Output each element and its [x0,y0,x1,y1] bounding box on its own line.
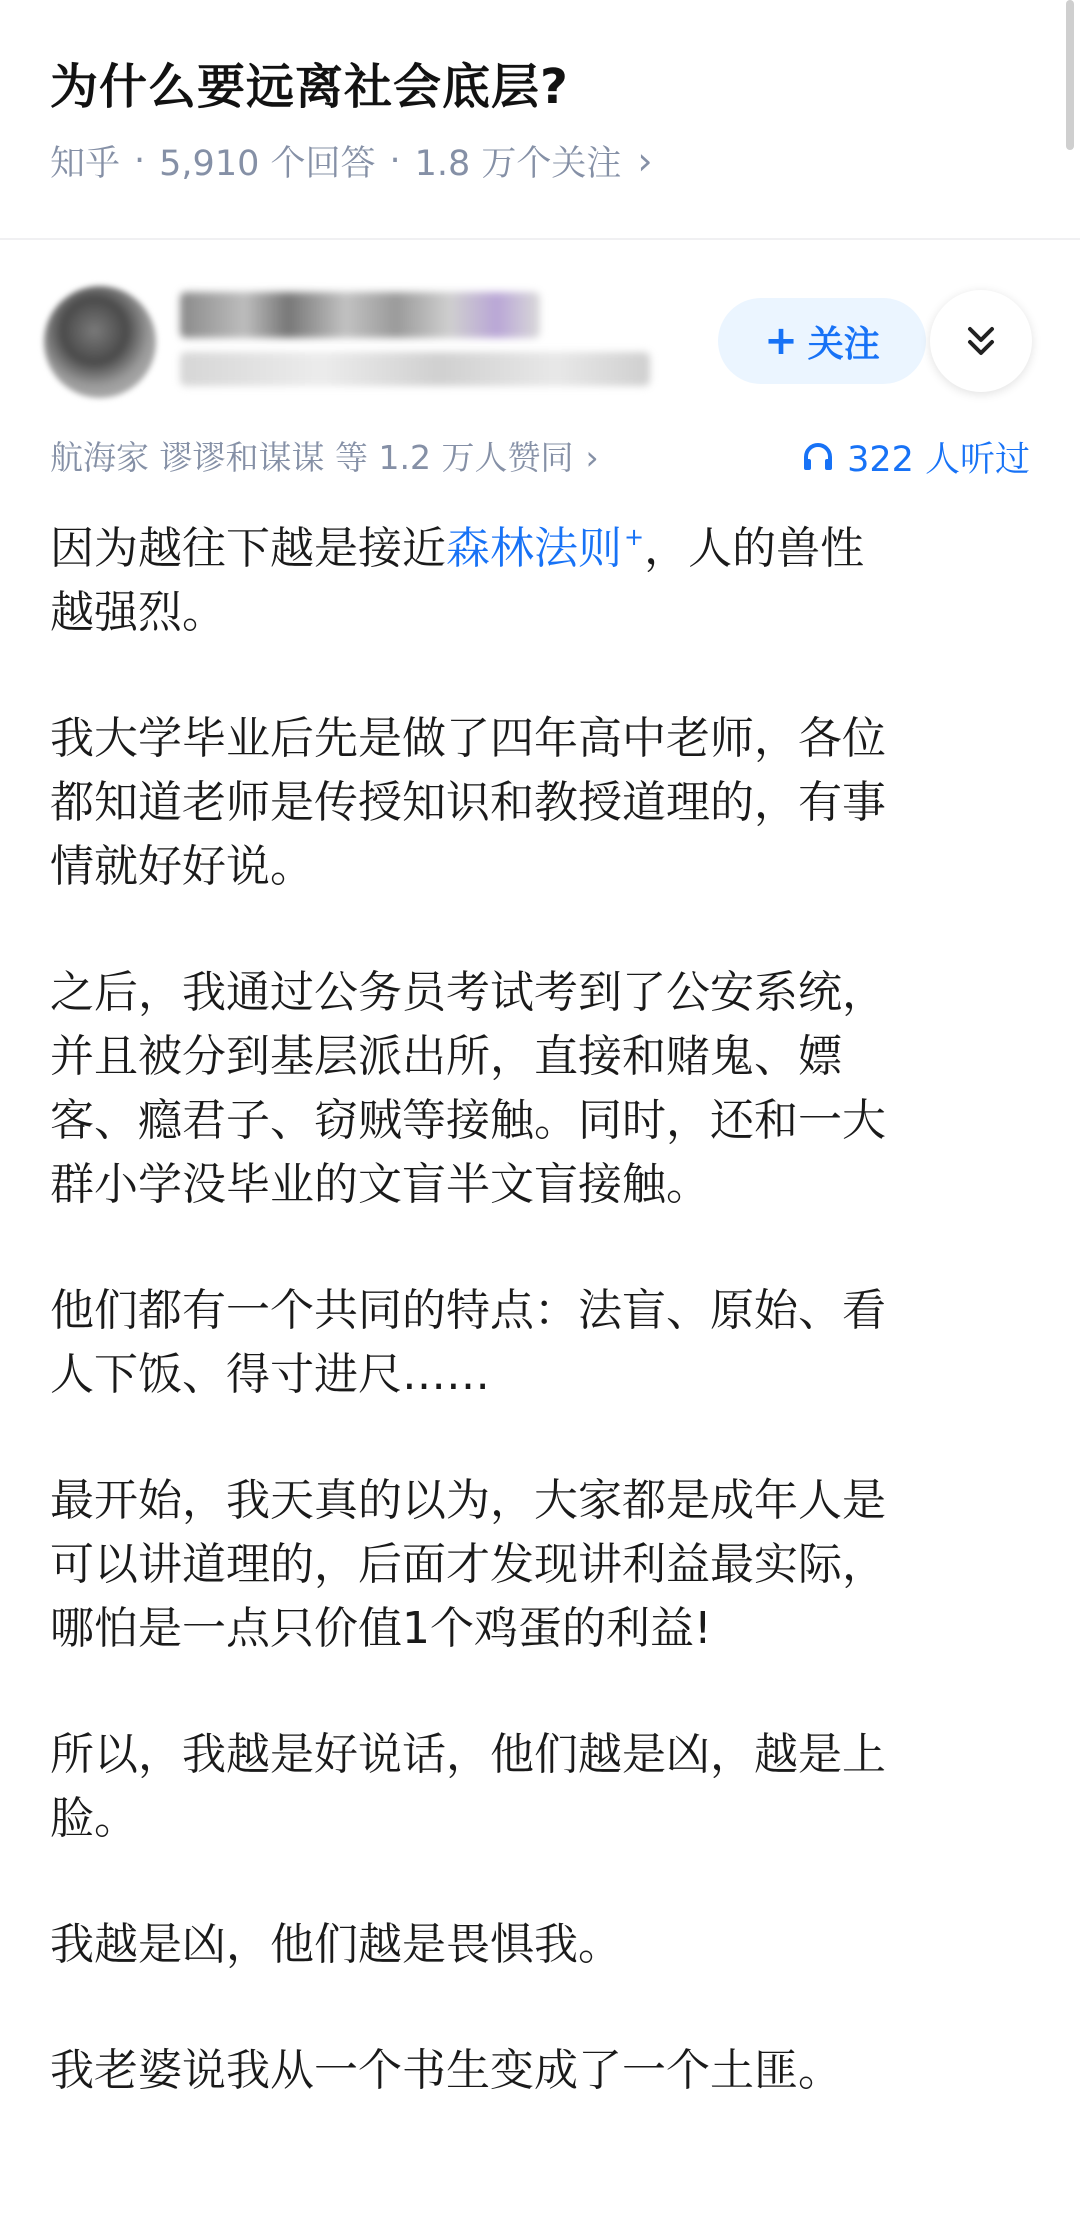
topic-link[interactable] [446,523,644,574]
author-row [0,270,1080,410]
question-title[interactable]: 为什么要远离社会底层? [50,59,569,115]
listen-count-text: 322 人听过 [847,440,1030,480]
text-line: 之后，我通过公务员考试考到了公安系统， [50,967,886,1018]
endorsement-text: 航海家 谬谬和谋谋 等 1.2 万人赞同 [50,438,574,477]
source-label: 知乎 [50,144,121,184]
text-line: 我越是凶，他们越是畏惧我。 [50,1919,622,1970]
link-mark: + [624,523,645,551]
follow-label: 关注 [807,323,880,365]
separator-dot: · [389,141,401,181]
topic-link-label: 森林法则 [446,523,622,574]
answer-count: 5,910 个回答 [159,144,376,184]
text-line: 客、瘾君子、窃贼等接触。同时，还和一大 [50,1095,886,1146]
question-meta[interactable] [50,136,653,186]
paragraph [50,1913,1040,1977]
text-line: 所以，我越是好说话，他们越是凶，越是上 [50,1729,886,1780]
follower-count: 1.8 万个关注 [414,144,622,184]
text-line [50,505,1040,581]
text-line: 群小学没毕业的文盲半文盲接触。 [50,1159,710,1210]
text-line: 最开始，我天真的以为，大家都是成年人是 [50,1475,886,1526]
text-line: 我大学毕业后先是做了四年高中老师，各位 [50,713,886,764]
paragraph [50,2039,1040,2103]
chevron-double-down-icon [961,321,1001,361]
scrollbar[interactable] [1066,0,1074,150]
text-line: 哪怕是一点只价值1个鸡蛋的利益! [50,1603,712,1654]
text-line: 他们都有一个共同的特点：法盲、原始、看 [50,1285,886,1336]
endorsement-summary[interactable] [50,432,599,479]
follow-button[interactable] [718,298,926,384]
separator-dot: · [134,141,146,181]
chevron-right-icon: › [585,438,599,477]
paragraph [50,1723,1040,1851]
text-fragment: ，人的兽性 [644,523,865,574]
text-line: 情就好好说。 [50,841,314,892]
answer-content [50,505,1040,2165]
listen-count[interactable] [801,432,1030,482]
chevron-right-icon: › [637,139,653,183]
question-header [0,0,1080,240]
text-line: 都知道老师是传授知识和教授道理的，有事 [50,777,886,828]
text-fragment: 因为越往下越是接近 [50,523,446,574]
text-line: 人下饭、得寸进尺…… [50,1349,490,1400]
paragraph [50,707,1040,899]
paragraph [50,1469,1040,1661]
paragraph [50,1279,1040,1407]
more-options-button[interactable] [930,290,1032,392]
paragraph [50,961,1040,1217]
text-line: 可以讲道理的，后面才发现讲利益最实际， [50,1539,886,1590]
headphones-icon [801,440,835,474]
plus-icon: + [764,318,798,364]
author-bio-blurred [180,352,650,386]
text-line: 我老婆说我从一个书生变成了一个土匪。 [50,2045,842,2096]
text-line: 并且被分到基层派出所，直接和赌鬼、嫖 [50,1031,842,1082]
text-line: 脸。 [50,1793,138,1844]
paragraph [50,505,1040,645]
author-name-blurred[interactable] [180,292,540,338]
text-line: 越强烈。 [50,587,226,638]
avatar[interactable] [44,286,156,398]
